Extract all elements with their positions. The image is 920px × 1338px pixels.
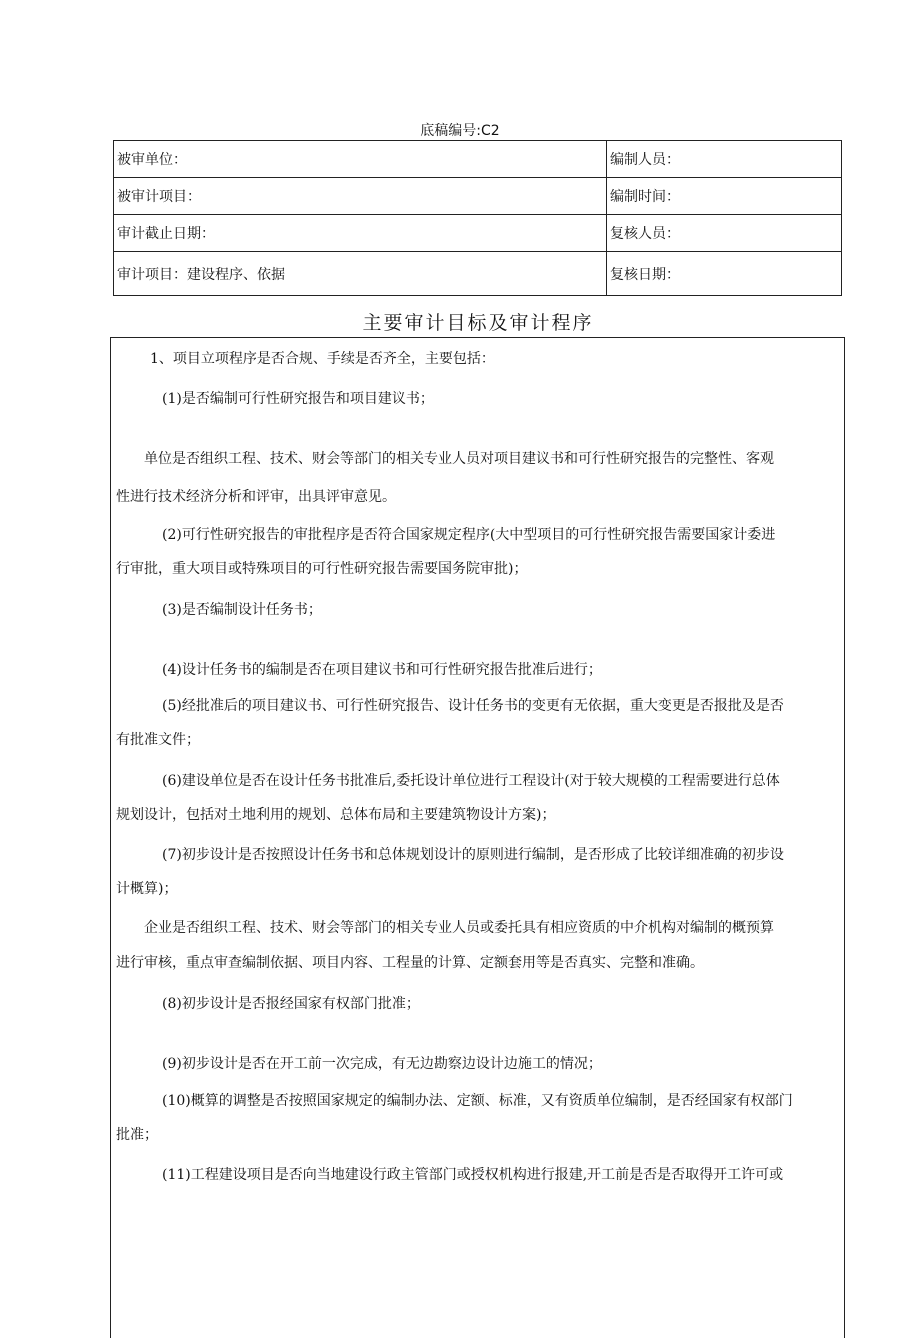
audit-scope-cell: 审计项目：建设程序、依据 xyxy=(114,252,607,296)
paragraph: (4)设计任务书的编制是否在项目建议书和可行性研究报告批准后进行； xyxy=(162,662,602,678)
paragraph: (9)初步设计是否在开工前一次完成，有无边勘察边设计边施工的情况； xyxy=(162,1056,602,1072)
paragraph: 规划设计，包括对土地利用的规划、总体布局和主要建筑物设计方案)； xyxy=(116,807,556,823)
paragraph: (8)初步设计是否报经国家有权部门批准； xyxy=(162,996,420,1012)
paragraph: (2)可行性研究报告的审批程序是否符合国家规定程序(大中型项目的可行性研究报告需要国家计委进 xyxy=(162,527,776,543)
document-number: 底稿编号:C2 xyxy=(420,123,500,139)
section-title: 主要审计目标及审计程序 xyxy=(362,312,594,334)
paragraph: 有批准文件； xyxy=(116,732,200,748)
header-table xyxy=(113,140,842,296)
paragraph: (5)经批准后的项目建议书、可行性研究报告、设计任务书的变更有无依据，重大变更是否报批及是否 xyxy=(162,698,784,714)
paragraph: 批准； xyxy=(116,1127,158,1143)
audited-unit-cell: 被审单位： xyxy=(114,141,607,178)
reviewer-cell: 复核人员： xyxy=(607,215,842,252)
prepare-time-cell: 编制时间： xyxy=(607,178,842,215)
paragraph: 单位是否组织工程、技术、财会等部门的相关专业人员对项目建议书和可行性研究报告的完整性、客观 xyxy=(144,451,774,467)
paragraph: (3)是否编制设计任务书； xyxy=(162,602,322,618)
preparer-cell: 编制人员： xyxy=(607,141,842,178)
paragraph: (10)概算的调整是否按照国家规定的编制办法、定额、标准，又有资质单位编制，是否经国家有权部门 xyxy=(162,1093,793,1109)
review-date-cell: 复核日期： xyxy=(607,252,842,296)
audit-item-cell: 被审计项目： xyxy=(114,178,607,215)
paragraph: (11)工程建设项目是否向当地建设行政主管部门或授权机构进行报建,开工前是否是否取得开工许可或 xyxy=(162,1167,784,1183)
paragraph: 企业是否组织工程、技术、财会等部门的相关专业人员或委托具有相应资质的中介机构对编制的概预算 xyxy=(144,920,774,936)
paragraph: (6)建设单位是否在设计任务书批准后,委托设计单位进行工程设计(对于较大规模的工程需要进行总体 xyxy=(162,773,780,789)
cutoff-date-cell: 审计截止日期： xyxy=(114,215,607,252)
paragraph: (7)初步设计是否按照设计任务书和总体规划设计的原则进行编制，是否形成了比较详细准确的初步设 xyxy=(162,847,784,863)
paragraph: 1、项目立项程序是否合规、手续是否齐全，主要包括： xyxy=(150,351,495,367)
paragraph: 计概算)； xyxy=(116,881,178,897)
paragraph: (1)是否编制可行性研究报告和项目建议书； xyxy=(162,391,434,407)
paragraph: 行审批，重大项目或特殊项目的可行性研究报告需要国务院审批)； xyxy=(116,561,528,577)
paragraph: 性进行技术经济分析和评审，出具评审意见。 xyxy=(116,489,396,505)
paragraph: 进行审核，重点审查编制依据、项目内容、工程量的计算、定额套用等是否真实、完整和准确。 xyxy=(116,955,704,971)
